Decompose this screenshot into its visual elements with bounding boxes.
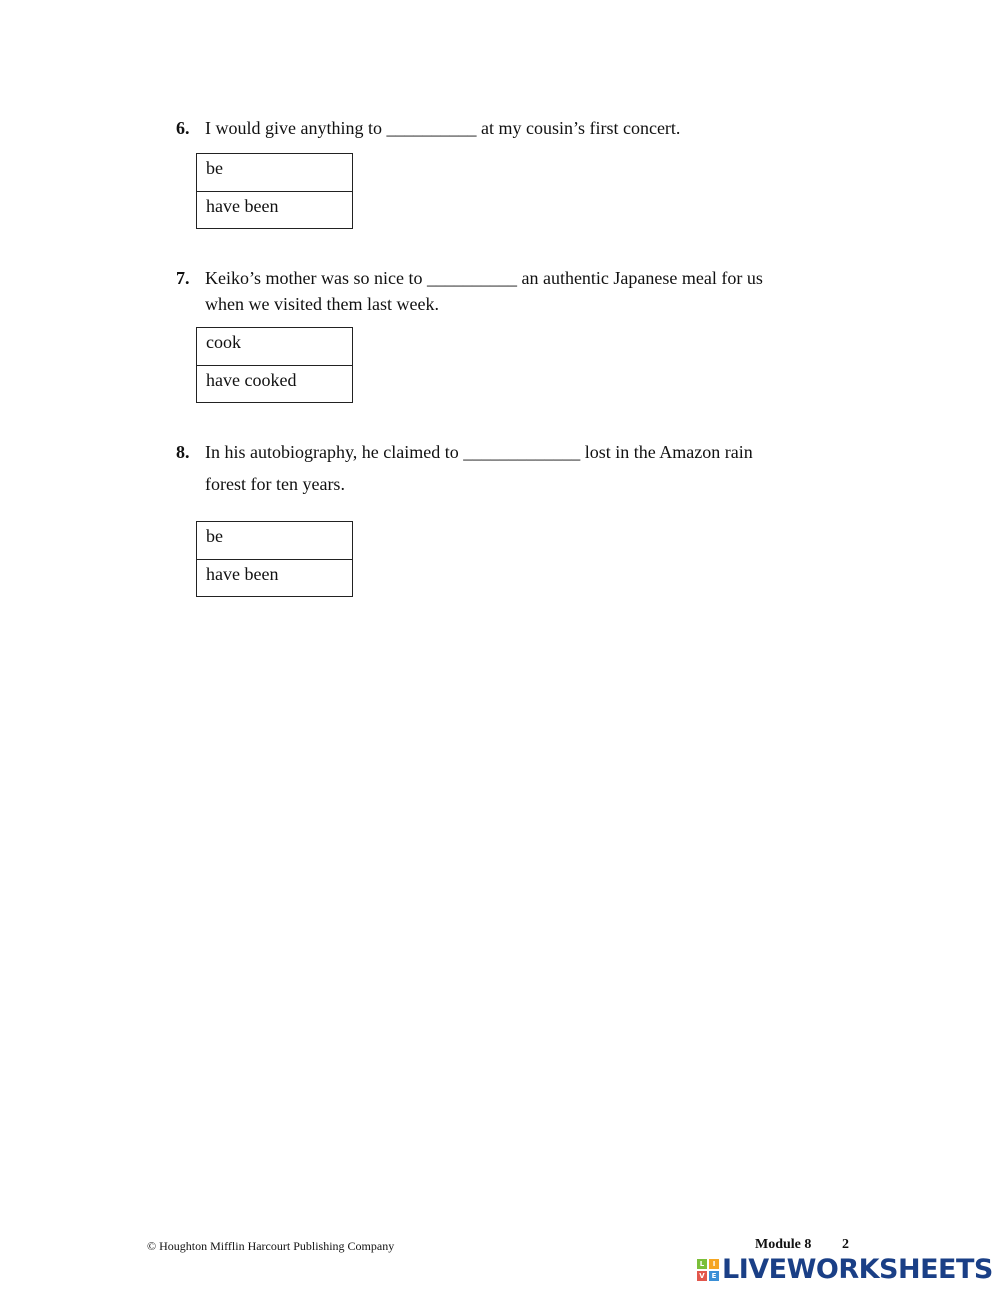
answer-options [196,327,353,403]
question-number: 6. [176,118,190,138]
logo-block: E [709,1271,719,1281]
module-label: Module 8 [755,1237,812,1252]
question-number: 7. [176,268,190,288]
question-text: I would give anything to __________ at my cousin’s first concert. [205,118,681,138]
answer-option[interactable]: have been [197,191,352,228]
page-number: 2 [842,1237,849,1252]
liveworksheets-logo [697,1256,993,1284]
logo-blocks-icon [697,1259,719,1281]
question-number: 8. [176,442,190,462]
copyright-text: © Houghton Mifflin Harcourt Publishing Company [147,1239,395,1253]
answer-option[interactable]: be [206,526,223,546]
logo-block: V [697,1271,707,1281]
logo-block: I [709,1259,719,1269]
question-text: In his autobiography, he claimed to _____________ lost in the Amazon rain [205,442,753,462]
question-text-continued: forest for ten years. [205,474,345,494]
answer-option[interactable]: cook [206,332,241,352]
answer-options [196,153,353,229]
question-text: Keiko’s mother was so nice to __________ an authentic Japanese meal for us [205,268,763,288]
answer-options [196,521,353,597]
question-text-continued: when we visited them last week. [205,294,439,314]
logo-wordmark: LIVEWORKSHEETS [722,1254,993,1285]
logo-block: L [697,1259,707,1269]
answer-option[interactable]: have been [197,559,352,596]
answer-option[interactable]: have cooked [197,365,352,402]
answer-option[interactable]: be [206,158,223,178]
